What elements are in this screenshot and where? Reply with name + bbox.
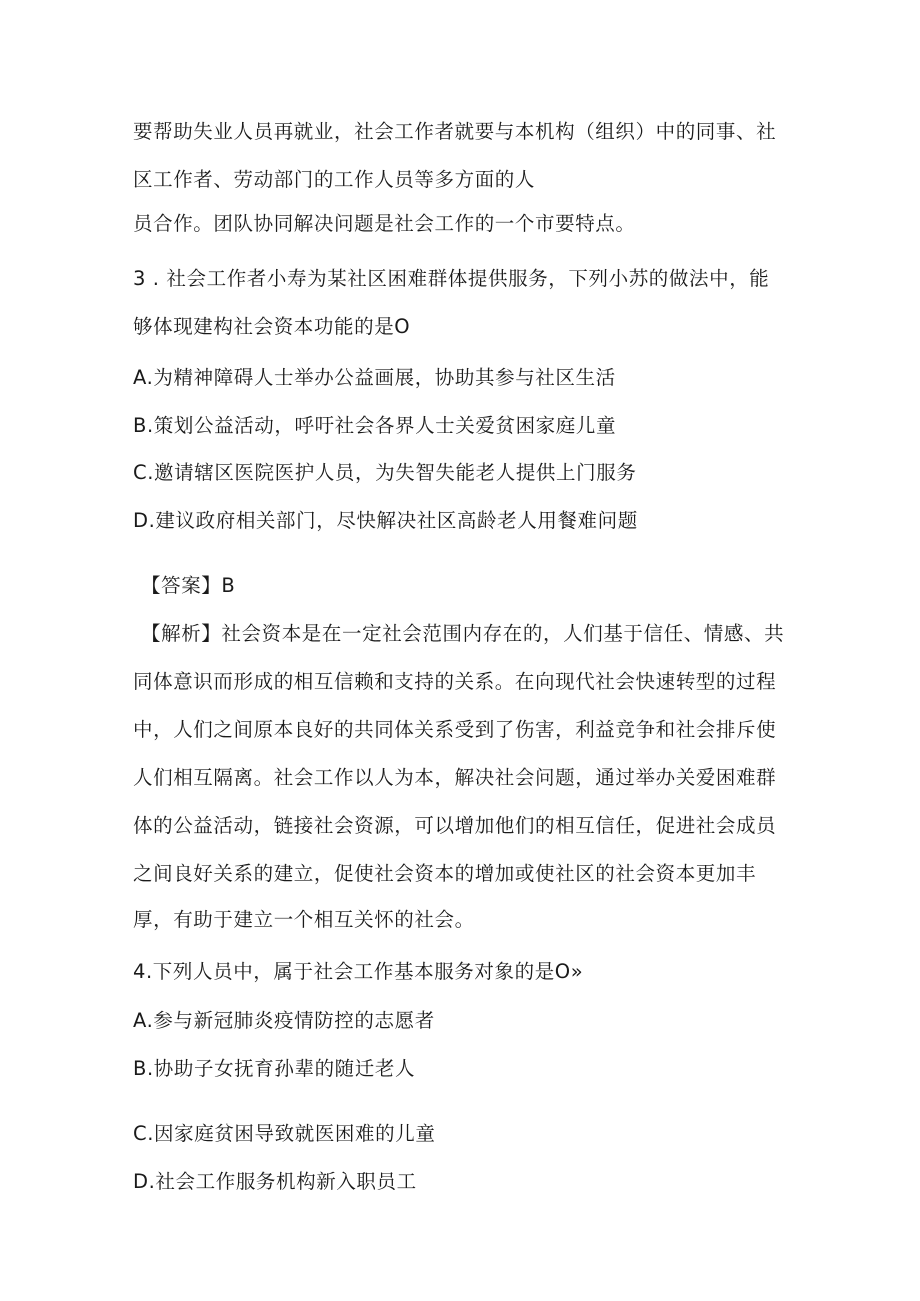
question3-stem-line-1: 3 . 社会工作者小寿为某社区困难群体提供服务，下列小苏的做法中，能 bbox=[133, 267, 770, 290]
question3-stem-line-2: 够体现建构社会资本功能的是O bbox=[133, 315, 411, 338]
question4-option-a: A.参与新冠肺炎疫情防控的志愿者 bbox=[133, 1009, 435, 1032]
question3-option-a: A.为精神障碍人士举办公益画展，协助其参与社区生活 bbox=[133, 366, 616, 389]
question4-option-d: D.社会工作服务机构新入职员工 bbox=[133, 1170, 417, 1193]
intro-line-2: 区工作者、劳动部门的工作人员等多方面的人 bbox=[133, 168, 536, 191]
question3-analysis-line-2: 同体意识而形成的相互信赖和支持的关系。在向现代社会快速转型的过程 bbox=[133, 670, 777, 693]
question3-option-d: D.建议政府相关部门，尽快解决社区高龄老人用餐难问题 bbox=[133, 509, 638, 532]
intro-line-3: 员合作。团队协同解决问题是社会工作的一个市要特点。 bbox=[133, 212, 636, 235]
question4-option-c: C.因家庭贫困导致就医困难的儿童 bbox=[133, 1122, 436, 1145]
question3-analysis-line-3: 中，人们之间原本良好的共同体关系受到了伤害，利益竞争和社会排斥使 bbox=[133, 718, 777, 741]
question4-stem: 4.下列人员中，属于社会工作基本服务对象的是O» bbox=[133, 960, 584, 983]
question3-analysis-line-1: 【解析】社会资本是在一定社会范围内存在的，人们基于信任、情感、共 bbox=[141, 622, 785, 645]
question3-analysis-line-6: 之间良好关系的建立，促使社会资本的增加或使社区的社会资本更加丰 bbox=[133, 862, 757, 885]
question3-analysis-line-4: 人们相互隔离。社会工作以人为本，解决社会问题，通过举办关爱困难群 bbox=[133, 766, 777, 789]
question3-option-c: C.邀请辖区医院医护人员，为失智失能老人提供上门服务 bbox=[133, 461, 637, 484]
question3-analysis-line-5: 体的公益活动，链接社会资源，可以增加他们的相互信任，促进社会成员 bbox=[133, 814, 777, 837]
question3-answer: 【答案】B bbox=[141, 574, 236, 597]
question3-analysis-line-7: 厚，有助于建立一个相互关怀的社会。 bbox=[133, 908, 475, 931]
question3-option-b: B.策划公益活动，呼吁社会各界人士关爱贫困家庭儿童 bbox=[133, 414, 617, 437]
intro-line-1: 要帮助失业人员再就业，社会工作者就要与本机构（组织）中的同事、社 bbox=[133, 120, 777, 143]
question4-option-b: B.协助子女抚育孙辈的随迁老人 bbox=[133, 1057, 416, 1080]
